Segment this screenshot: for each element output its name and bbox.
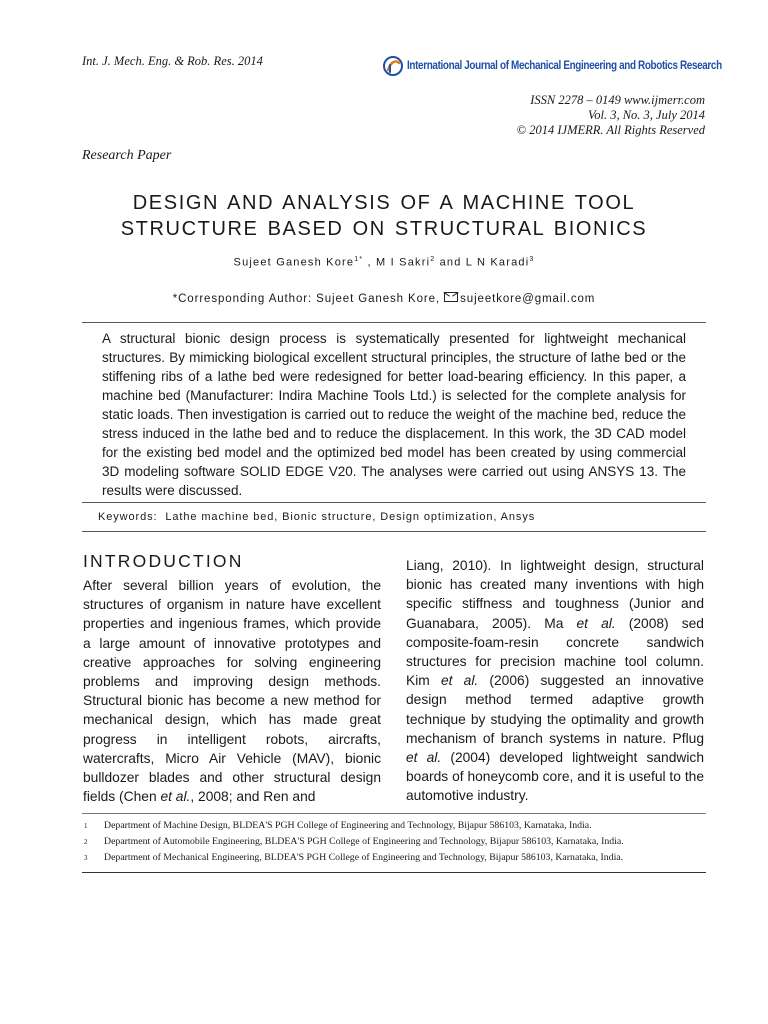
author-separator: , xyxy=(363,256,377,269)
author-affiliation-mark: 2 xyxy=(430,256,436,263)
footnote-number: 3 xyxy=(84,854,88,862)
corresponding-author xyxy=(64,292,704,305)
citation-et-al: et al. xyxy=(406,750,442,766)
section-heading-introduction: INTRODUCTION xyxy=(83,551,244,571)
footnote xyxy=(84,850,708,866)
abstract-top-rule xyxy=(82,322,706,323)
author-name: M I Sakri xyxy=(376,256,431,269)
intro-paragraph-left xyxy=(83,576,381,806)
keywords-text: Lathe machine bed, Bionic structure, Design optimization, Ansys xyxy=(165,511,536,523)
citation-et-al: et al. xyxy=(440,673,479,689)
volume-line: Vol. 3, No. 3, July 2014 xyxy=(587,108,705,122)
author-name: L N Karadi xyxy=(465,256,530,269)
intro-text: (2008) sed composite-foam-resin concrete sandwich structures for precision machine tool column. Kim xyxy=(406,615,704,689)
intro-text: After several billion years of evolution, the structures of organism in nature have excellent properties and ingenious frames, which provide a large amount of innovative prototypes and creative approaches for solving engineering problems and improving design methods. Structural bionic has become a new method for mechanical design, which has made great progress in intelligent robots, aircrafts, watercrafts, Micro Air Vehicle (MAV), bionic bulldozer blades and other structural design fields (Chen xyxy=(83,578,381,805)
intro-text: (2004) developed lightweight sandwich boards of honeycomb core, and it is useful to the automotive industry. xyxy=(406,750,704,804)
paper-title-line-2: STRUCTURE BASED ON STRUCTURAL BIONICS xyxy=(120,218,648,240)
footnote-text: Department of Automobile Engineering, BLDEA'S PGH College of Engineering and Technology, Bijapur 586103, Karnataka, India. xyxy=(104,836,624,847)
intro-paragraph-right xyxy=(406,556,704,806)
keywords-bottom-rule xyxy=(82,531,706,532)
citation-et-al: et al. xyxy=(160,789,191,805)
corresponding-author-label: *Corresponding Author: Sujeet Ganesh Kore, xyxy=(172,293,441,305)
paper-title xyxy=(64,190,704,242)
journal-short-title: Int. J. Mech. Eng. & Rob. Res. 2014 xyxy=(82,54,263,68)
journal-logo xyxy=(382,55,768,77)
author-affiliation-mark: 3 xyxy=(529,256,535,263)
right-column xyxy=(406,556,704,806)
footnote-top-rule xyxy=(82,813,706,814)
issn-block xyxy=(517,93,705,138)
copyright-line: © 2014 IJMERR. All Rights Reserved xyxy=(516,123,705,137)
footnote-text: Department of Machine Design, BLDEA'S PGH College of Engineering and Technology, Bijapur 586103, Karnataka, India. xyxy=(104,820,592,831)
abstract-text: A structural bionic design process is systematically presented for lightweight mechanical structures. By mimicking biological excellent structural principles, the structure of lathe bed or the stiffening ribs of a lathe bed were redesigned for better load-bearing efficiency. In this paper, a machine bed (Manufacturer: Indira Machine Tools Ltd.) is selected for the complete analysis for static loads. Then investigation is carried out to reduce the weight of the machine bed, reduce the stress induced in the lathe bed and to reduce the displacement. In this work, the 3D CAD model for the existing bed model and the optimized bed model has been created by using commercial 3D modeling software SOLID EDGE V20. The analyses were carried out using ANSYS 13. The results were discussed. xyxy=(102,331,686,498)
footnote-bottom-rule xyxy=(82,872,706,873)
intro-text: , 2008; and Ren and xyxy=(190,789,316,805)
footnote xyxy=(84,818,708,834)
left-column xyxy=(83,550,381,806)
citation-et-al: et al. xyxy=(576,615,616,631)
footnote-number: 2 xyxy=(84,838,88,846)
intro-text: Liang, 2010). In lightweight design, structural bionic has created many inventions with high specific stiffness and toughness (Junior and Guanabara, 2005). Ma xyxy=(406,558,704,631)
paper-type-label: Research Paper xyxy=(82,148,172,163)
footnotes xyxy=(84,818,708,866)
author-affiliation-mark: 1* xyxy=(354,256,364,263)
footnote-number: 1 xyxy=(84,822,88,830)
footnote-text: Department of Mechanical Engineering, BLDEA'S PGH College of Engineering and Technology, Bijapur 586103, Karnataka, India. xyxy=(104,852,624,863)
author-name: Sujeet Ganesh Kore xyxy=(233,256,355,269)
paper-title-line-1: DESIGN AND ANALYSIS OF A MACHINE TOOL xyxy=(132,192,636,214)
journal-logo-icon xyxy=(382,55,404,77)
envelope-icon xyxy=(444,292,458,302)
journal-full-name: International Journal of Mechanical Engineering and Robotics Research xyxy=(407,60,722,72)
keywords-line xyxy=(98,511,535,523)
author-separator: and xyxy=(435,256,466,269)
abstract-bottom-rule xyxy=(82,502,706,503)
issn-line: ISSN 2278 – 0149 www.ijmerr.com xyxy=(530,93,705,107)
corresponding-email-link[interactable]: sujeetkore@gmail.com xyxy=(460,293,596,305)
intro-text: (2006) suggested an innovative design method termed adaptive growth technique by studying the optimality and growth mechanism of branch systems in nature. Pflug xyxy=(406,673,704,746)
author-list xyxy=(64,256,704,269)
footnote xyxy=(84,834,708,850)
keywords-label: Keywords: xyxy=(98,511,158,523)
